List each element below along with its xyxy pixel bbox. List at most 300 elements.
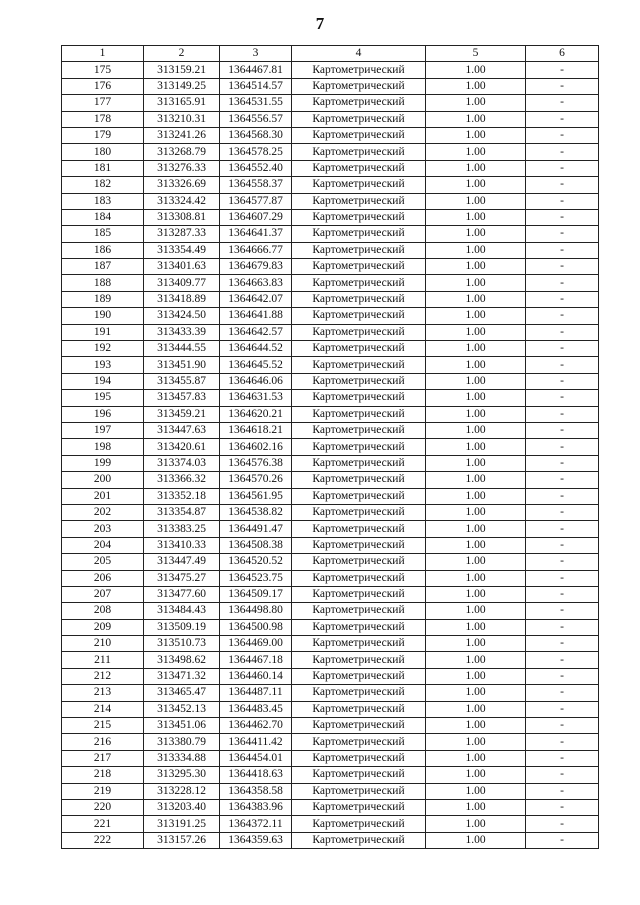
x-coordinate-cell: 313149.25: [144, 78, 220, 94]
method-cell: Картометрический: [292, 799, 426, 815]
y-coordinate-cell: 1364646.06: [220, 373, 292, 389]
note-cell: -: [526, 570, 599, 586]
x-coordinate-cell: 313374.03: [144, 455, 220, 471]
point-number-cell: 202: [62, 504, 144, 520]
accuracy-cell: 1.00: [426, 570, 526, 586]
point-number-cell: 215: [62, 718, 144, 734]
table-row: [62, 586, 599, 602]
x-coordinate-cell: 313165.91: [144, 95, 220, 111]
table-row: [62, 750, 599, 766]
table-row: [62, 832, 599, 848]
method-cell: Картометрический: [292, 488, 426, 504]
note-cell: -: [526, 750, 599, 766]
point-number-cell: 208: [62, 603, 144, 619]
x-coordinate-cell: 313410.33: [144, 537, 220, 553]
note-cell: -: [526, 783, 599, 799]
table-row: [62, 439, 599, 455]
x-coordinate-cell: 313210.31: [144, 111, 220, 127]
point-number-cell: 177: [62, 95, 144, 111]
accuracy-cell: 1.00: [426, 767, 526, 783]
accuracy-cell: 1.00: [426, 603, 526, 619]
x-coordinate-cell: 313203.40: [144, 799, 220, 815]
method-cell: Картометрический: [292, 586, 426, 602]
x-coordinate-cell: 313268.79: [144, 144, 220, 160]
x-coordinate-cell: 313510.73: [144, 636, 220, 652]
table-row: [62, 78, 599, 94]
point-number-cell: 213: [62, 685, 144, 701]
table-row: [62, 308, 599, 324]
y-coordinate-cell: 1364514.57: [220, 78, 292, 94]
accuracy-cell: 1.00: [426, 193, 526, 209]
y-coordinate-cell: 1364523.75: [220, 570, 292, 586]
y-coordinate-cell: 1364568.30: [220, 127, 292, 143]
x-coordinate-cell: 313433.39: [144, 324, 220, 340]
point-number-cell: 200: [62, 472, 144, 488]
method-cell: Картометрический: [292, 259, 426, 275]
point-number-cell: 209: [62, 619, 144, 635]
note-cell: -: [526, 160, 599, 176]
method-cell: Картометрический: [292, 734, 426, 750]
y-coordinate-cell: 1364578.25: [220, 144, 292, 160]
column-header: 2: [144, 46, 220, 62]
method-cell: Картометрический: [292, 472, 426, 488]
method-cell: Картометрический: [292, 193, 426, 209]
x-coordinate-cell: 313295.30: [144, 767, 220, 783]
accuracy-cell: 1.00: [426, 341, 526, 357]
accuracy-cell: 1.00: [426, 455, 526, 471]
note-cell: -: [526, 78, 599, 94]
table-body: [62, 62, 599, 849]
note-cell: -: [526, 209, 599, 225]
x-coordinate-cell: 313471.32: [144, 668, 220, 684]
accuracy-cell: 1.00: [426, 406, 526, 422]
x-coordinate-cell: 313352.18: [144, 488, 220, 504]
note-cell: -: [526, 406, 599, 422]
note-cell: -: [526, 472, 599, 488]
point-number-cell: 193: [62, 357, 144, 373]
x-coordinate-cell: 313477.60: [144, 586, 220, 602]
table-row: [62, 177, 599, 193]
table-row: [62, 570, 599, 586]
x-coordinate-cell: 313354.49: [144, 242, 220, 258]
method-cell: Картометрический: [292, 652, 426, 668]
y-coordinate-cell: 1364558.37: [220, 177, 292, 193]
column-header: 1: [62, 46, 144, 62]
table-row: [62, 127, 599, 143]
note-cell: -: [526, 603, 599, 619]
method-cell: Картометрический: [292, 111, 426, 127]
accuracy-cell: 1.00: [426, 783, 526, 799]
method-cell: Картометрический: [292, 242, 426, 258]
note-cell: -: [526, 439, 599, 455]
y-coordinate-cell: 1364500.98: [220, 619, 292, 635]
table-row: [62, 144, 599, 160]
point-number-cell: 187: [62, 259, 144, 275]
accuracy-cell: 1.00: [426, 95, 526, 111]
y-coordinate-cell: 1364467.81: [220, 62, 292, 78]
y-coordinate-cell: 1364418.63: [220, 767, 292, 783]
accuracy-cell: 1.00: [426, 357, 526, 373]
table-row: [62, 62, 599, 78]
note-cell: -: [526, 144, 599, 160]
table-row: [62, 488, 599, 504]
point-number-cell: 219: [62, 783, 144, 799]
y-coordinate-cell: 1364383.96: [220, 799, 292, 815]
method-cell: Картометрический: [292, 603, 426, 619]
note-cell: -: [526, 586, 599, 602]
table-row: [62, 472, 599, 488]
x-coordinate-cell: 313383.25: [144, 521, 220, 537]
accuracy-cell: 1.00: [426, 750, 526, 766]
x-coordinate-cell: 313157.26: [144, 832, 220, 848]
x-coordinate-cell: 313308.81: [144, 209, 220, 225]
method-cell: Картометрический: [292, 455, 426, 471]
y-coordinate-cell: 1364538.82: [220, 504, 292, 520]
accuracy-cell: 1.00: [426, 488, 526, 504]
point-number-cell: 178: [62, 111, 144, 127]
note-cell: -: [526, 111, 599, 127]
y-coordinate-cell: 1364460.14: [220, 668, 292, 684]
column-header: 3: [220, 46, 292, 62]
table-row: [62, 242, 599, 258]
method-cell: Картометрический: [292, 275, 426, 291]
accuracy-cell: 1.00: [426, 127, 526, 143]
note-cell: -: [526, 242, 599, 258]
x-coordinate-cell: 313465.47: [144, 685, 220, 701]
y-coordinate-cell: 1364618.21: [220, 422, 292, 438]
table-row: [62, 390, 599, 406]
point-number-cell: 191: [62, 324, 144, 340]
method-cell: Картометрический: [292, 177, 426, 193]
point-number-cell: 201: [62, 488, 144, 504]
method-cell: Картометрический: [292, 554, 426, 570]
point-number-cell: 199: [62, 455, 144, 471]
note-cell: -: [526, 619, 599, 635]
x-coordinate-cell: 313475.27: [144, 570, 220, 586]
accuracy-cell: 1.00: [426, 62, 526, 78]
accuracy-cell: 1.00: [426, 619, 526, 635]
method-cell: Картометрический: [292, 390, 426, 406]
x-coordinate-cell: 313498.62: [144, 652, 220, 668]
note-cell: -: [526, 521, 599, 537]
x-coordinate-cell: 313287.33: [144, 226, 220, 242]
x-coordinate-cell: 313409.77: [144, 275, 220, 291]
point-number-cell: 210: [62, 636, 144, 652]
note-cell: -: [526, 767, 599, 783]
note-cell: -: [526, 357, 599, 373]
column-header: 4: [292, 46, 426, 62]
point-number-cell: 196: [62, 406, 144, 422]
x-coordinate-cell: 313354.87: [144, 504, 220, 520]
accuracy-cell: 1.00: [426, 799, 526, 815]
accuracy-cell: 1.00: [426, 275, 526, 291]
accuracy-cell: 1.00: [426, 554, 526, 570]
y-coordinate-cell: 1364556.57: [220, 111, 292, 127]
table-row: [62, 341, 599, 357]
accuracy-cell: 1.00: [426, 439, 526, 455]
method-cell: Картометрический: [292, 718, 426, 734]
note-cell: -: [526, 734, 599, 750]
x-coordinate-cell: 313444.55: [144, 341, 220, 357]
x-coordinate-cell: 313420.61: [144, 439, 220, 455]
x-coordinate-cell: 313452.13: [144, 701, 220, 717]
accuracy-cell: 1.00: [426, 832, 526, 848]
note-cell: -: [526, 488, 599, 504]
y-coordinate-cell: 1364641.88: [220, 308, 292, 324]
point-number-cell: 197: [62, 422, 144, 438]
accuracy-cell: 1.00: [426, 521, 526, 537]
table-row: [62, 504, 599, 520]
method-cell: Картометрический: [292, 750, 426, 766]
point-number-cell: 192: [62, 341, 144, 357]
note-cell: -: [526, 62, 599, 78]
table-row: [62, 521, 599, 537]
accuracy-cell: 1.00: [426, 504, 526, 520]
x-coordinate-cell: 313424.50: [144, 308, 220, 324]
method-cell: Картометрический: [292, 685, 426, 701]
y-coordinate-cell: 1364666.77: [220, 242, 292, 258]
table-row: [62, 816, 599, 832]
note-cell: -: [526, 193, 599, 209]
note-cell: -: [526, 504, 599, 520]
accuracy-cell: 1.00: [426, 160, 526, 176]
y-coordinate-cell: 1364359.63: [220, 832, 292, 848]
method-cell: Картометрический: [292, 324, 426, 340]
y-coordinate-cell: 1364498.80: [220, 603, 292, 619]
x-coordinate-cell: 313418.89: [144, 291, 220, 307]
method-cell: Картометрический: [292, 291, 426, 307]
accuracy-cell: 1.00: [426, 177, 526, 193]
table-row: [62, 701, 599, 717]
method-cell: Картометрический: [292, 341, 426, 357]
point-number-cell: 220: [62, 799, 144, 815]
method-cell: Картометрический: [292, 767, 426, 783]
note-cell: -: [526, 308, 599, 324]
point-number-cell: 203: [62, 521, 144, 537]
note-cell: -: [526, 816, 599, 832]
table-row: [62, 209, 599, 225]
table-row: [62, 324, 599, 340]
note-cell: -: [526, 177, 599, 193]
accuracy-cell: 1.00: [426, 259, 526, 275]
point-number-cell: 189: [62, 291, 144, 307]
method-cell: Картометрический: [292, 521, 426, 537]
accuracy-cell: 1.00: [426, 472, 526, 488]
y-coordinate-cell: 1364454.01: [220, 750, 292, 766]
y-coordinate-cell: 1364467.18: [220, 652, 292, 668]
y-coordinate-cell: 1364663.83: [220, 275, 292, 291]
note-cell: -: [526, 718, 599, 734]
coordinates-table: [61, 45, 599, 849]
x-coordinate-cell: 313326.69: [144, 177, 220, 193]
y-coordinate-cell: 1364641.37: [220, 226, 292, 242]
accuracy-cell: 1.00: [426, 586, 526, 602]
point-number-cell: 190: [62, 308, 144, 324]
point-number-cell: 211: [62, 652, 144, 668]
table-row: [62, 767, 599, 783]
point-number-cell: 204: [62, 537, 144, 553]
accuracy-cell: 1.00: [426, 78, 526, 94]
note-cell: -: [526, 259, 599, 275]
note-cell: -: [526, 390, 599, 406]
note-cell: -: [526, 636, 599, 652]
x-coordinate-cell: 313455.87: [144, 373, 220, 389]
page-number: 7: [315, 14, 325, 33]
y-coordinate-cell: 1364576.38: [220, 455, 292, 471]
y-coordinate-cell: 1364520.52: [220, 554, 292, 570]
note-cell: -: [526, 701, 599, 717]
table-row: [62, 799, 599, 815]
method-cell: Картометрический: [292, 160, 426, 176]
note-cell: -: [526, 668, 599, 684]
x-coordinate-cell: 313159.21: [144, 62, 220, 78]
point-number-cell: 184: [62, 209, 144, 225]
table-row: [62, 603, 599, 619]
x-coordinate-cell: 313484.43: [144, 603, 220, 619]
table-row: [62, 685, 599, 701]
column-header: 5: [426, 46, 526, 62]
x-coordinate-cell: 313228.12: [144, 783, 220, 799]
y-coordinate-cell: 1364411.42: [220, 734, 292, 750]
y-coordinate-cell: 1364602.16: [220, 439, 292, 455]
table-row: [62, 718, 599, 734]
table-row: [62, 652, 599, 668]
accuracy-cell: 1.00: [426, 390, 526, 406]
method-cell: Картометрический: [292, 701, 426, 717]
table-row: [62, 619, 599, 635]
table-row: [62, 275, 599, 291]
method-cell: Картометрический: [292, 504, 426, 520]
method-cell: Картометрический: [292, 308, 426, 324]
x-coordinate-cell: 313324.42: [144, 193, 220, 209]
point-number-cell: 179: [62, 127, 144, 143]
accuracy-cell: 1.00: [426, 422, 526, 438]
point-number-cell: 205: [62, 554, 144, 570]
method-cell: Картометрический: [292, 668, 426, 684]
table-row: [62, 226, 599, 242]
note-cell: -: [526, 455, 599, 471]
y-coordinate-cell: 1364372.11: [220, 816, 292, 832]
y-coordinate-cell: 1364570.26: [220, 472, 292, 488]
method-cell: Картометрический: [292, 537, 426, 553]
x-coordinate-cell: 313401.63: [144, 259, 220, 275]
method-cell: Картометрический: [292, 439, 426, 455]
point-number-cell: 182: [62, 177, 144, 193]
note-cell: -: [526, 275, 599, 291]
y-coordinate-cell: 1364645.52: [220, 357, 292, 373]
note-cell: -: [526, 685, 599, 701]
accuracy-cell: 1.00: [426, 373, 526, 389]
y-coordinate-cell: 1364508.38: [220, 537, 292, 553]
table-row: [62, 422, 599, 438]
method-cell: Картометрический: [292, 570, 426, 586]
table-row: [62, 160, 599, 176]
point-number-cell: 186: [62, 242, 144, 258]
y-coordinate-cell: 1364642.07: [220, 291, 292, 307]
method-cell: Картометрический: [292, 406, 426, 422]
point-number-cell: 217: [62, 750, 144, 766]
method-cell: Картометрический: [292, 783, 426, 799]
y-coordinate-cell: 1364483.45: [220, 701, 292, 717]
table-row: [62, 291, 599, 307]
point-number-cell: 175: [62, 62, 144, 78]
table-row: [62, 783, 599, 799]
table-row: [62, 537, 599, 553]
accuracy-cell: 1.00: [426, 652, 526, 668]
accuracy-cell: 1.00: [426, 324, 526, 340]
x-coordinate-cell: 313191.25: [144, 816, 220, 832]
point-number-cell: 214: [62, 701, 144, 717]
x-coordinate-cell: 313451.90: [144, 357, 220, 373]
y-coordinate-cell: 1364462.70: [220, 718, 292, 734]
x-coordinate-cell: 313380.79: [144, 734, 220, 750]
x-coordinate-cell: 313459.21: [144, 406, 220, 422]
table-row: [62, 259, 599, 275]
accuracy-cell: 1.00: [426, 111, 526, 127]
accuracy-cell: 1.00: [426, 242, 526, 258]
y-coordinate-cell: 1364644.52: [220, 341, 292, 357]
table-row: [62, 636, 599, 652]
accuracy-cell: 1.00: [426, 685, 526, 701]
method-cell: Картометрический: [292, 144, 426, 160]
method-cell: Картометрический: [292, 832, 426, 848]
accuracy-cell: 1.00: [426, 701, 526, 717]
method-cell: Картометрический: [292, 127, 426, 143]
table-row: [62, 455, 599, 471]
point-number-cell: 183: [62, 193, 144, 209]
y-coordinate-cell: 1364487.11: [220, 685, 292, 701]
method-cell: Картометрический: [292, 636, 426, 652]
table-row: [62, 193, 599, 209]
table-row: [62, 373, 599, 389]
x-coordinate-cell: 313276.33: [144, 160, 220, 176]
point-number-cell: 195: [62, 390, 144, 406]
x-coordinate-cell: 313509.19: [144, 619, 220, 635]
accuracy-cell: 1.00: [426, 734, 526, 750]
point-number-cell: 206: [62, 570, 144, 586]
y-coordinate-cell: 1364607.29: [220, 209, 292, 225]
y-coordinate-cell: 1364358.58: [220, 783, 292, 799]
y-coordinate-cell: 1364679.83: [220, 259, 292, 275]
y-coordinate-cell: 1364631.53: [220, 390, 292, 406]
table-row: [62, 554, 599, 570]
note-cell: -: [526, 373, 599, 389]
accuracy-cell: 1.00: [426, 636, 526, 652]
accuracy-cell: 1.00: [426, 144, 526, 160]
point-number-cell: 221: [62, 816, 144, 832]
method-cell: Картометрический: [292, 816, 426, 832]
method-cell: Картометрический: [292, 373, 426, 389]
point-number-cell: 181: [62, 160, 144, 176]
point-number-cell: 207: [62, 586, 144, 602]
y-coordinate-cell: 1364620.21: [220, 406, 292, 422]
method-cell: Картометрический: [292, 62, 426, 78]
y-coordinate-cell: 1364509.17: [220, 586, 292, 602]
y-coordinate-cell: 1364469.00: [220, 636, 292, 652]
point-number-cell: 222: [62, 832, 144, 848]
method-cell: Картометрический: [292, 619, 426, 635]
table-row: [62, 668, 599, 684]
accuracy-cell: 1.00: [426, 226, 526, 242]
x-coordinate-cell: 313366.32: [144, 472, 220, 488]
note-cell: -: [526, 127, 599, 143]
note-cell: -: [526, 799, 599, 815]
y-coordinate-cell: 1364577.87: [220, 193, 292, 209]
note-cell: -: [526, 554, 599, 570]
y-coordinate-cell: 1364531.55: [220, 95, 292, 111]
note-cell: -: [526, 832, 599, 848]
point-number-cell: 212: [62, 668, 144, 684]
